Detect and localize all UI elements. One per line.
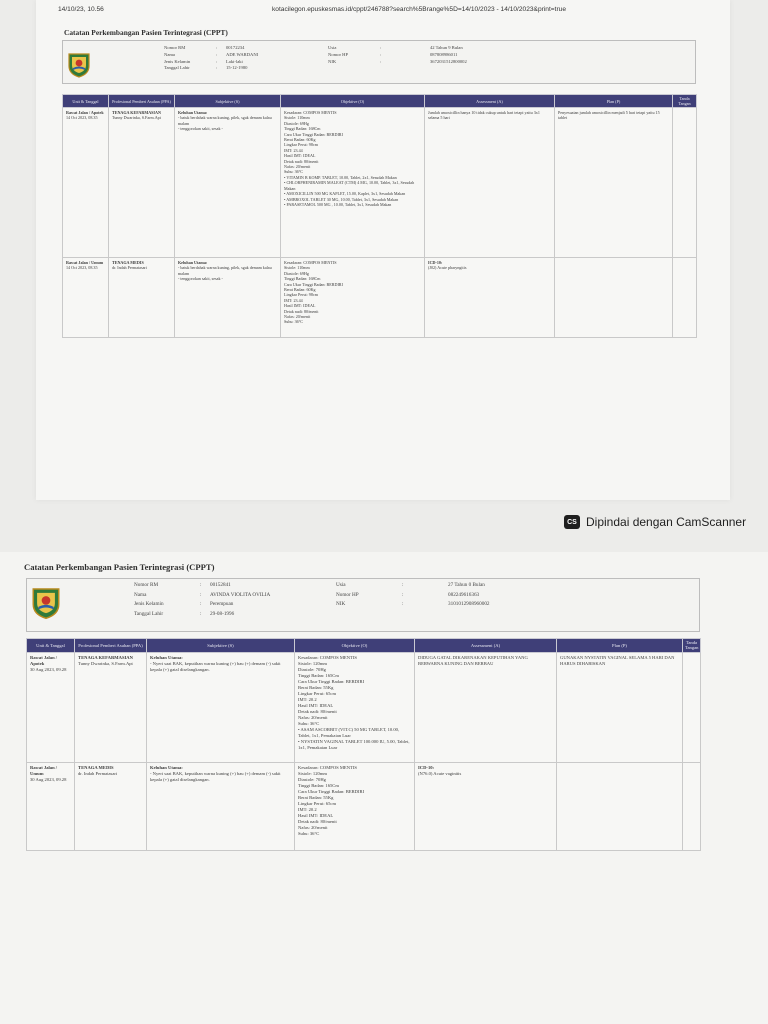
table-row [63,258,697,338]
col-signature: Tanda Tangan [683,639,701,653]
page-title: Catatan Perkembangan Pasien Terintegrasi (CPPT) [24,562,215,572]
cell-signature [683,762,701,850]
table-row [27,652,701,762]
patient-rm: 00152841 [210,582,231,588]
cell-assessment: Jumlah amoxicillin hanya 10 tidak cukup untuk hari tetapi yaitu 3x1 selama 5 hari [425,108,555,258]
patient-sex: Laki-laki [226,58,243,64]
patient-nik: 3101012908960002 [448,601,490,608]
col-signature: Tanda Tangan [673,95,697,108]
table-header-row [63,95,697,108]
col-objective: Objektive (O) [281,95,425,108]
col-ppa: Profesional Pemberi Asuhan (PPA) [75,639,147,653]
col-plan: Plan (P) [557,639,683,653]
table-row [63,108,697,258]
col-subjective: Subjektive (S) [147,639,295,653]
cell-subjective: Keluhan Utama: - Nyeri saat BAK, keputihan warna kuning (+) bau (+) demam (-) sakit kepala (+) gatal diselangkangan. [147,652,295,762]
table-row [27,762,701,850]
cell-assessment: ICD-10: (J02) Acute pharyngitis [425,258,555,338]
patient-rm: 00172234 [226,45,245,50]
cell-signature [673,258,697,338]
col-unit: Unit & Tanggal [27,639,75,653]
cell-subjective: Keluhan Utama: - Nyeri saat BAK, keputihan warna kuning (+) bau (+) demam (-) sakit kepala (+) gatal diselangkangan. [147,762,295,850]
col-plan: Plan (P) [555,95,673,108]
col-assessment: Assessment (A) [415,639,557,653]
cell-ppa: TENAGA MEDIS dr. Indah Permatasari [109,258,175,338]
patient-phone: 082249616363 [448,591,480,598]
cell-plan [555,258,673,338]
col-unit: Unit & Tanggal [63,95,109,108]
cell-objective: Kesadaran: COMPOS MENTIS Sistole: 120mm Diastole: 70Hg Tinggi Badan: 165Cm Cara Ukur Tinggi Badan: BERDIRI Berat Badan: 55Kg Lingkar Perut: 65cm IMT: 20.2 Hasil IMT: IDEAL Detak nadi: 80/menit Nafas: 20/menit Suhu: 36°C • ASAM ASCORBIT (VIT.C) 50 MG TABLET, 10.00, Tablet, 1x1, Pemakaian Luar • NYSTATIN VAGINAL TABLET 100.000 IU, 5.00, Tablet, 1x1, Pemakaian Luar [295,652,415,762]
cell-plan [557,762,683,850]
col-objective: Objektive (O) [295,639,415,653]
patient-age: 42 Tahun 9 Bulan [430,45,463,50]
camscanner-watermark [564,512,746,532]
cell-signature [683,652,701,762]
patient-name: AVINDA VIOLITA OVILIA [210,591,271,598]
cell-subjective: Keluhan Utama: - batuk berdahak warna kuning, pilek, sgak demam kalau malam - tenggorokan sakit, sesak - [175,258,281,338]
page-title: Catatan Perkembangan Pasien Terintegrasi (CPPT) [64,28,228,37]
col-ppa: Profesional Pemberi Asuhan (PPA) [109,95,175,108]
cilegon-emblem-icon [32,586,60,620]
cell-objective: Kesadaran: COMPOS MENTIS Sistole: 110mm Diastole: 69Hg Tinggi Badan: 168Cm Cara Ukur Tinggi Badan: BERDIRI Berat Badan: 60Kg Lingkar Perut: 98cm IMT: 23.44 Hasil IMT: IDEAL Detak nadi: 80/menit Nafas: 20/menit Suhu: 36°C • VITAMIN B KOMP. TABLET, 10.00, Tablet, 2x1, Sesudah Makan • CHLORPHENIRAMIN MALEAT (CTM) 4 MG, 10.00, Tablet, 3x1, Sesudah Makan • AMOXICILLIN 500 MG KAPLET, 15.00, Kaplet, 3x1, Sesudah Makan • AMBROXOL TABLET 30 MG, 10.00, Tablet, 3x1, Sesudah Makan • PARASETAMOL 500 MG , 10.00, Tablet, 3x1, Sesudah Makan [281,108,425,258]
col-subjective: Subjektive (S) [175,95,281,108]
cell-plan: GUNAKAN NYSTATIN VAGINAL SELAMA 5 HARI DAN HARUS DIHABISKAN [557,652,683,762]
cell-subjective: Keluhan Utama: - batuk berdahak warna kuning, pilek, sgak demam kalau malam - tenggorokan sakit, sesak - [175,108,281,258]
cell-plan: Penyesuaian jumlah amoxicillin menjadi 5 hari tetapi yaitu 15 tablet [555,108,673,258]
patient-phone: 087808986011 [430,51,458,57]
patient-name: ADE WARDANI [226,51,259,57]
cilegon-emblem-icon [68,52,90,78]
cell-signature [673,108,697,258]
cell-objective: Kesadaran: COMPOS MENTIS Sistole: 120mm Diastole: 70Hg Tinggi Badan: 165Cm Cara Ukur Tinggi Badan: BERDIRI Berat Badan: 55Kg Lingkar Perut: 65cm IMT: 20.2 Hasil IMT: IDEAL Detak nadi: 80/menit Nafas: 20/menit Suhu: 36°C [295,762,415,850]
patient-info-left: Nomor RM : 00152841 Nama : AVINDA VIOLITA OVILIA Jenis Kelamin : Perempuan Tanggal Lahir : 29-08-1996 [134,582,271,617]
cell-unit: Rawat Jalan / Umum 14 Oct 2023, 08.35 [63,258,109,338]
cell-unit: Rawat Jalan / Apotek 14 Oct 2023, 08.35 [63,108,109,258]
patient-nik: 3672031512800002 [430,58,467,64]
cppt-table [26,638,701,851]
table-header-row [27,639,701,653]
print-url: kotacilegon.epuskesmas.id/cppt/246788?search%5Brange%5D=14/10/2023 - 14/10/2023&print=true [272,6,566,13]
cell-objective: Kesadaran: COMPOS MENTIS Sistole: 110mm Diastole: 69Hg Tinggi Badan: 168Cm Cara Ukur Tinggi Badan: BERDIRI Berat Badan: 60Kg Lingkar Perut: 98cm IMT: 23.44 Hasil IMT: IDEAL Detak nadi: 80/menit Nafas: 20/menit Suhu: 36°C [281,258,425,338]
patient-age: 27 Tahun 0 Bulan [448,582,485,588]
scanned-page-2 [0,552,768,1024]
camscanner-text: Dipindai dengan CamScanner [586,515,747,529]
cell-ppa: TENAGA KEFARMASIAN Tunny Dwarinka, S.Farm.Apt [109,108,175,258]
patient-dob: 15-12-1980 [226,65,248,71]
camscanner-logo-icon: CS [564,515,580,529]
col-assessment: Assessment (A) [425,95,555,108]
print-timestamp: 14/10/23, 10.56 [58,6,104,13]
cell-assessment: DIDUGA GATAL DIKARENAKAN KEPUTIHAN YANG BERWARNA KUNING DAN BERBAU [415,652,557,762]
cell-unit: Rawat Jalan / Umum 30 Aug 2023, 09.28 [27,762,75,850]
cppt-table [62,94,697,338]
patient-info-right: Usia : 42 Tahun 9 Bulan Nomor HP : 087808986011 NIK : 3672031512800002 [328,45,467,64]
patient-info-left: Nomor RM : 00172234 Nama : ADE WARDANI Jenis Kelamin : Laki-laki Tanggal Lahir : 15-12-1980 [164,45,259,71]
cell-unit: Rawat Jalan / Apotek 30 Aug 2023, 09.28 [27,652,75,762]
cell-ppa: TENAGA KEFARMASIAN Tunny Dwarinka, S.Farm.Apt [75,652,147,762]
patient-info-right: Usia : 27 Tahun 0 Bulan Nomor HP : 082249616363 NIK : 3101012908960002 [336,582,490,608]
patient-dob: 29-08-1996 [210,610,235,617]
cell-assessment: ICD-10: (N76.0) Acute vaginitis [415,762,557,850]
cell-ppa: TENAGA MEDIS dr. Indah Permatasari [75,762,147,850]
patient-sex: Perempuan [210,601,234,608]
